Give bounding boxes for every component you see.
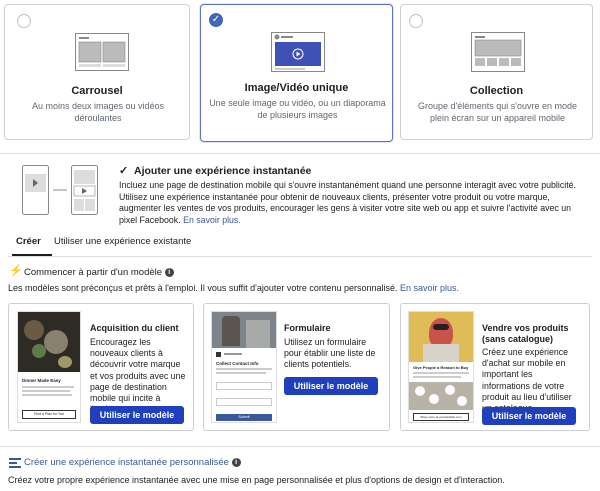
template-desc: Encouragez les nouveaux clients à découvrir votre marque et vos produits avec une page de destination mobile qui incite à xyxy=(90,337,186,404)
tab-create[interactable]: Créer xyxy=(16,236,41,247)
template-learn-more-link[interactable]: En savoir plus. xyxy=(400,283,460,293)
use-template-button[interactable]: Utiliser le modèle xyxy=(90,406,184,424)
thumb-button: Shop more at yourwebsite.com xyxy=(413,413,469,421)
collection-radio[interactable] xyxy=(409,14,423,28)
instant-experience-illustration xyxy=(22,165,98,215)
template-desc: Créez une expérience d'achat sur mobile en important les informations de votre produit au lieu d'utiliser xyxy=(482,347,572,402)
carousel-icon xyxy=(75,33,129,71)
format-title: Carrousel xyxy=(71,85,123,97)
collection-icon xyxy=(471,32,525,72)
thumb-button: Submit xyxy=(216,414,272,421)
instant-desc-text: Incluez une page de destination mobile qui s'ouvre instantanément quand une personne interagit avec votre publicité. Utilisez une expérience instantanée pour obtenir de nouveaux clients, présenter votre produit ou votre marque, augmenter les ventes de vos produits, encourager les gens à visiter votre site web ou app et suivre l'activité avec un pixel Facebook. xyxy=(119,180,576,225)
custom-layout-icon xyxy=(9,458,21,468)
use-template-button[interactable]: Utiliser le modèle xyxy=(284,377,378,395)
format-desc: Groupe d'éléments qui s'ouvre en mode plein écran sur un appareil mobile xyxy=(417,101,578,123)
use-template-button[interactable]: Utiliser le modèle xyxy=(482,407,576,425)
thumb-headline: Give People a Reason to Buy xyxy=(413,365,469,370)
format-card-single-image-video[interactable] xyxy=(200,4,393,142)
divider xyxy=(0,153,600,154)
template-thumbnail xyxy=(211,311,277,423)
instant-learn-more-link[interactable]: En savoir plus. xyxy=(183,214,241,225)
format-card-collection[interactable] xyxy=(400,4,593,140)
template-desc-text: Les modèles sont préconçus et prêts à l'emploi. Il vous suffit d'ajouter votre contenu personnalisé. xyxy=(8,283,398,293)
custom-description: Créez votre propre expérience instantanée avec une mise en page personnalisée et plus d'options de design et d'interaction. xyxy=(8,475,505,485)
format-desc: Au moins deux images ou vidéos déroulantes xyxy=(31,101,165,123)
format-desc: Une seule image ou vidéo, ou un diaporama de plusieurs images xyxy=(209,98,386,120)
template-thumbnail xyxy=(408,311,474,423)
info-icon[interactable]: i xyxy=(165,268,174,277)
template-description xyxy=(8,283,588,293)
instant-checkbox[interactable]: ✓ xyxy=(119,165,129,177)
lightning-icon: ⚡ xyxy=(9,265,23,277)
instant-checkbox-label: Ajouter une expérience instantanée xyxy=(134,165,312,177)
template-heading-text: Commencer à partir d'un modèle xyxy=(24,267,163,278)
template-thumbnail xyxy=(17,311,81,423)
template-card-customer-acquisition xyxy=(8,303,194,431)
format-title: Collection xyxy=(469,85,524,97)
single-radio[interactable] xyxy=(209,13,223,27)
template-card-form xyxy=(203,303,390,431)
template-card-sell-products xyxy=(400,303,590,431)
tab-existing[interactable]: Utiliser une expérience existante xyxy=(54,236,192,247)
instant-description xyxy=(119,180,589,226)
tabs-divider xyxy=(8,256,592,257)
custom-heading xyxy=(24,457,241,468)
template-desc: Utilisez un formulaire pour établir une liste de clients potentiels. xyxy=(284,337,376,370)
thumb-headline: Collect Contact Info xyxy=(216,361,259,366)
format-card-carousel[interactable] xyxy=(4,4,190,140)
carousel-radio[interactable] xyxy=(17,14,31,28)
template-title: Formulaire xyxy=(284,323,331,333)
template-title: Vendre vos produits (sans catalogue) xyxy=(482,323,569,344)
template-heading xyxy=(24,267,174,278)
info-icon[interactable]: i xyxy=(232,458,241,467)
format-title: Image/Vidéo unique xyxy=(244,82,349,94)
thumb-headline: Dinner Made Easy xyxy=(22,378,61,383)
video-post-icon xyxy=(271,32,325,72)
thumb-button: Find a Plan for You xyxy=(22,410,76,419)
divider xyxy=(0,446,600,447)
template-title: Acquisition du client xyxy=(90,323,179,333)
custom-experience-link[interactable]: Créer une expérience instantanée personnalisée xyxy=(24,457,229,468)
check-icon: ✓ xyxy=(211,14,221,25)
